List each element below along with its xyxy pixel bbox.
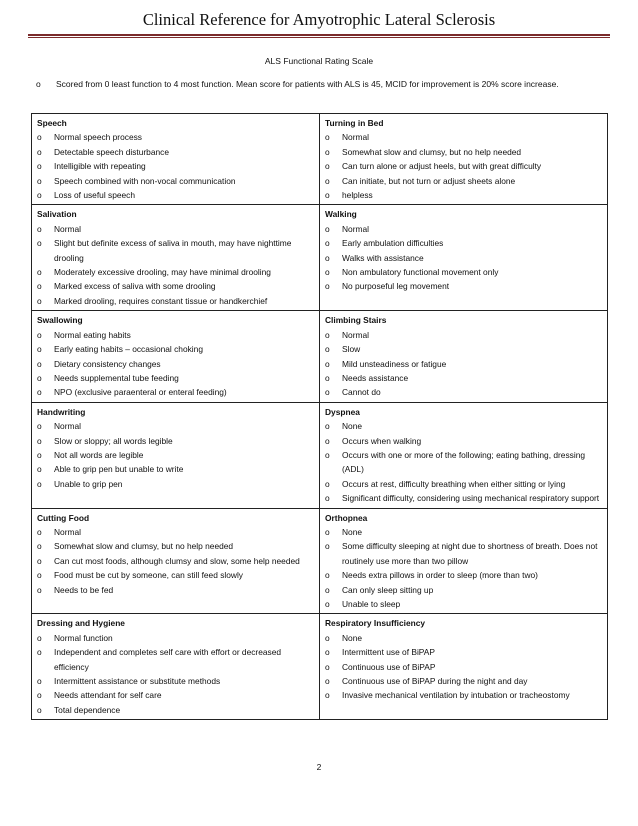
list-bullet: o	[37, 435, 42, 446]
list-bullet: o	[325, 584, 330, 595]
scale-level-text: Some difficulty sleeping at night due to shortness of breath. Does not routinely use more than two pillow	[342, 541, 598, 566]
list-bullet: o	[37, 329, 42, 340]
list-item	[37, 674, 315, 688]
scale-level-text: Normal	[54, 223, 81, 234]
list-bullet: o	[37, 526, 42, 537]
list-item	[325, 448, 603, 477]
scale-level-text: Normal	[342, 223, 369, 234]
list-bullet: o	[37, 281, 42, 292]
scale-level-text: Food must be cut by someone, can still feed slowly	[54, 570, 243, 581]
scale-level-text: Occurs with one or more of the following; eating bathing, dressing (ADL)	[342, 449, 586, 475]
list-item	[37, 434, 315, 448]
scale-level-text: Total dependence	[54, 704, 121, 715]
list-item	[325, 130, 603, 144]
scale-level-text: Detectable speech disturbance	[54, 146, 169, 157]
list-item	[325, 145, 603, 159]
list-item	[325, 371, 603, 385]
scale-level-list	[37, 525, 315, 597]
list-item	[37, 222, 315, 236]
list-item	[325, 597, 603, 611]
list-bullet: o	[37, 238, 42, 249]
scale-level-text: Walks with assistance	[342, 252, 424, 263]
list-bullet: o	[325, 387, 330, 398]
scale-cell	[32, 402, 320, 508]
scale-level-text: Can cut most foods, although clumsy and slow, some help needed	[54, 555, 300, 566]
scale-level-text: Slow	[342, 344, 361, 355]
list-bullet: o	[325, 132, 330, 143]
list-item	[37, 462, 315, 476]
scale-level-list	[325, 419, 603, 505]
list-item	[325, 251, 603, 265]
list-bullet: o	[325, 632, 330, 643]
table-row	[32, 311, 608, 402]
scale-category-title: Salivation	[37, 209, 77, 220]
list-bullet: o	[37, 358, 42, 369]
list-item	[325, 342, 603, 356]
scale-category-title: Speech	[37, 118, 67, 128]
scale-category-title: Climbing Stairs	[325, 315, 387, 326]
list-bullet: o	[325, 344, 330, 355]
list-bullet: o	[325, 478, 330, 489]
table-row	[32, 205, 608, 311]
list-item	[37, 279, 315, 293]
list-item	[37, 236, 315, 265]
list-item	[37, 145, 315, 159]
list-bullet: o	[325, 358, 330, 369]
list-item	[37, 159, 315, 173]
list-bullet: o	[37, 555, 42, 566]
scale-level-text: None	[342, 526, 363, 537]
list-bullet: o	[325, 570, 330, 581]
list-item	[325, 159, 603, 173]
scale-level-text: Intelligible with repeating	[54, 161, 146, 172]
scale-level-text: Intermittent assistance or substitute methods	[54, 676, 221, 687]
list-bullet: o	[325, 161, 330, 172]
list-bullet: o	[37, 704, 42, 715]
scale-cell	[32, 614, 320, 720]
list-item	[37, 539, 315, 553]
scale-cell	[32, 311, 320, 402]
list-bullet: o	[325, 435, 330, 446]
scale-level-text: Normal	[54, 421, 81, 432]
scale-level-text: Able to grip pen but unable to write	[54, 464, 184, 475]
list-item	[325, 631, 603, 645]
list-bullet: o	[325, 647, 330, 658]
scale-level-text: Dietary consistency changes	[54, 358, 161, 369]
list-item	[325, 279, 603, 293]
scale-level-text: Normal eating habits	[54, 329, 131, 340]
scale-level-text: Mild unsteadiness or fatigue	[342, 358, 447, 369]
scale-level-text: Moderately excessive drooling, may have minimal drooling	[54, 267, 271, 278]
scale-cell	[320, 311, 608, 402]
list-bullet: o	[37, 161, 42, 172]
list-bullet: o	[325, 661, 330, 672]
scale-level-text: Normal	[342, 329, 369, 340]
scale-level-list	[325, 525, 603, 611]
scale-level-list	[37, 328, 315, 400]
scale-cell	[32, 114, 320, 205]
scale-level-text: No purposeful leg movement	[342, 281, 450, 292]
intro-bullet: o	[36, 79, 41, 89]
list-bullet: o	[37, 387, 42, 398]
list-item	[37, 477, 315, 491]
scale-level-list	[325, 222, 603, 294]
scale-level-text: Normal function	[54, 632, 113, 643]
table-row	[32, 114, 608, 205]
scale-category-title: Orthopnea	[325, 512, 368, 523]
list-bullet: o	[37, 541, 42, 552]
list-item	[37, 703, 315, 717]
list-bullet: o	[325, 372, 330, 383]
scale-level-text: Early ambulation difficulties	[342, 238, 444, 249]
scale-level-text: Normal speech process	[54, 132, 142, 143]
list-bullet: o	[37, 676, 42, 687]
scale-level-text: Speech combined with non-vocal communication	[54, 175, 236, 186]
scale-level-text: Occurs when walking	[342, 435, 422, 446]
scale-level-text: Slow or sloppy; all words legible	[54, 435, 173, 446]
list-item	[37, 583, 315, 597]
list-item	[37, 342, 315, 356]
scale-level-text: Needs supplemental tube feeding	[54, 372, 179, 383]
scale-level-text: Somewhat slow and clumsy, but no help needed	[342, 146, 522, 157]
list-item	[325, 491, 603, 505]
list-bullet: o	[325, 526, 330, 537]
list-item	[325, 222, 603, 236]
list-item	[37, 568, 315, 582]
scale-cell	[32, 205, 320, 311]
list-item	[37, 174, 315, 188]
list-item	[37, 294, 315, 308]
list-item	[325, 174, 603, 188]
scale-cell	[320, 402, 608, 508]
list-item	[325, 477, 603, 491]
list-item	[37, 631, 315, 645]
scale-level-list	[325, 631, 603, 703]
list-bullet: o	[325, 541, 330, 552]
list-bullet: o	[325, 281, 330, 292]
intro-note	[36, 78, 602, 91]
scale-level-text: Needs attendant for self care	[54, 690, 162, 701]
scale-level-text: Continuous use of BiPAP during the night and day	[342, 676, 528, 687]
list-item	[37, 188, 315, 202]
list-bullet: o	[37, 267, 42, 278]
list-item	[325, 385, 603, 399]
list-item	[37, 645, 315, 674]
list-bullet: o	[325, 449, 330, 460]
list-item	[325, 660, 603, 674]
scale-level-list	[325, 130, 603, 202]
list-bullet: o	[37, 449, 42, 460]
list-item	[37, 357, 315, 371]
list-item	[37, 688, 315, 702]
list-item	[37, 371, 315, 385]
list-item	[37, 448, 315, 462]
list-bullet: o	[325, 190, 330, 201]
list-bullet: o	[37, 175, 42, 186]
scale-level-list	[37, 130, 315, 202]
list-item	[37, 385, 315, 399]
scale-level-text: Non ambulatory functional movement only	[342, 267, 499, 278]
scale-level-text: Occurs at rest, difficulty breathing when either sitting or lying	[342, 478, 566, 489]
list-bullet: o	[325, 146, 330, 157]
list-item	[325, 434, 603, 448]
list-bullet: o	[325, 676, 330, 687]
header-rule	[28, 34, 610, 38]
list-bullet: o	[37, 190, 42, 201]
table-row	[32, 508, 608, 614]
scale-level-text: Marked drooling, requires constant tissue or handkerchief	[54, 295, 268, 306]
list-item	[325, 539, 603, 568]
list-bullet: o	[325, 175, 330, 186]
scale-cell	[320, 114, 608, 205]
list-item	[37, 265, 315, 279]
list-bullet: o	[325, 690, 330, 701]
scale-level-text: Needs extra pillows in order to sleep (more than two)	[342, 570, 538, 581]
page-header-title: Clinical Reference for Amyotrophic Lateral Sclerosis	[142, 10, 496, 29]
list-item	[325, 568, 603, 582]
list-bullet: o	[37, 464, 42, 475]
scale-category-title: Swallowing	[37, 315, 83, 326]
list-bullet: o	[37, 344, 42, 355]
scale-category-title: Handwriting	[37, 406, 86, 417]
scale-level-text: None	[342, 632, 363, 643]
scale-cell	[32, 508, 320, 614]
list-item	[37, 554, 315, 568]
scale-level-list	[325, 328, 603, 400]
scale-level-text: Continuous use of BiPAP	[342, 661, 436, 672]
list-item	[325, 688, 603, 702]
list-bullet: o	[37, 632, 42, 643]
list-item	[325, 583, 603, 597]
list-bullet: o	[37, 690, 42, 701]
list-item	[325, 674, 603, 688]
scale-level-text: Normal	[342, 132, 369, 143]
list-item	[37, 419, 315, 433]
list-bullet: o	[37, 372, 42, 383]
scale-level-text: Invasive mechanical ventilation by intubation or tracheostomy	[342, 690, 570, 701]
list-bullet: o	[325, 267, 330, 278]
intro-text: Scored from 0 least function to 4 most function. Mean score for patients with ALS is 45, MCID for improvement is 20% score increase.	[56, 79, 559, 89]
scale-level-list	[37, 631, 315, 717]
list-bullet: o	[325, 223, 330, 234]
list-bullet: o	[37, 295, 42, 306]
list-item	[37, 328, 315, 342]
list-item	[325, 265, 603, 279]
list-bullet: o	[325, 493, 330, 504]
page-number: 2	[316, 762, 322, 772]
list-item	[325, 645, 603, 659]
scale-level-text: Can initiate, but not turn or adjust sheets alone	[342, 175, 516, 186]
list-bullet: o	[325, 252, 330, 263]
scale-level-text: Unable to sleep	[342, 599, 401, 609]
list-item	[325, 525, 603, 539]
scale-category-title: Dyspnea	[325, 406, 360, 417]
scale-level-text: Needs to be fed	[54, 584, 114, 595]
scale-level-text: Marked excess of saliva with some drooling	[54, 281, 216, 292]
scale-level-text: Loss of useful speech	[54, 190, 136, 201]
scale-level-text: Significant difficulty, considering using mechanical respiratory support	[342, 493, 600, 504]
list-item	[325, 328, 603, 342]
scale-category-title: Dressing and Hygiene	[37, 618, 125, 629]
list-item	[325, 236, 603, 250]
scale-level-text: Somewhat slow and clumsy, but no help needed	[54, 541, 234, 552]
list-item	[325, 188, 603, 202]
scale-level-text: None	[342, 421, 363, 432]
scale-category-title: Cutting Food	[37, 512, 90, 523]
list-item	[325, 357, 603, 371]
list-bullet: o	[37, 647, 42, 658]
scale-cell	[320, 614, 608, 720]
list-bullet: o	[325, 599, 330, 609]
scale-level-text: Can turn alone or adjust heels, but with great difficulty	[342, 161, 542, 172]
scale-level-text: Unable to grip pen	[54, 478, 123, 489]
list-bullet: o	[37, 421, 42, 432]
list-item	[325, 419, 603, 433]
scale-level-text: NPO (exclusive paraenteral or enteral feeding)	[54, 387, 227, 398]
rating-scale-table	[31, 113, 608, 720]
scale-level-text: Early eating habits – occasional choking	[54, 344, 203, 355]
scale-category-title: Turning in Bed	[325, 118, 384, 128]
list-item	[37, 525, 315, 539]
list-bullet: o	[37, 132, 42, 143]
rating-scale-body	[32, 114, 608, 720]
scale-level-text: Intermittent use of BiPAP	[342, 647, 435, 658]
table-row	[32, 614, 608, 720]
scale-level-text: Not all words are legible	[54, 449, 144, 460]
scale-level-text: Needs assistance	[342, 372, 409, 383]
scale-level-list	[37, 419, 315, 491]
list-bullet: o	[37, 584, 42, 595]
scale-category-title: Walking	[325, 209, 357, 220]
scale-level-text: Normal	[54, 526, 81, 537]
scale-level-text: Cannot do	[342, 387, 381, 398]
list-bullet: o	[325, 421, 330, 432]
scale-level-text: helpless	[342, 190, 373, 201]
list-bullet: o	[37, 223, 42, 234]
scale-level-text: Slight but definite excess of saliva in mouth, may have nighttime drooling	[54, 238, 292, 263]
section-subtitle: ALS Functional Rating Scale	[264, 56, 374, 66]
list-bullet: o	[325, 329, 330, 340]
scale-category-title: Respiratory Insufficiency	[325, 618, 426, 629]
scale-cell	[320, 205, 608, 311]
scale-level-text: Independent and completes self care with effort or decreased efficiency	[54, 647, 282, 672]
list-bullet: o	[37, 478, 42, 489]
list-bullet: o	[37, 570, 42, 581]
scale-cell	[320, 508, 608, 614]
list-bullet: o	[37, 146, 42, 157]
scale-level-text: Can only sleep sitting up	[342, 584, 434, 595]
list-bullet: o	[325, 238, 330, 249]
list-item	[37, 130, 315, 144]
scale-level-list	[37, 222, 315, 308]
table-row	[32, 402, 608, 508]
